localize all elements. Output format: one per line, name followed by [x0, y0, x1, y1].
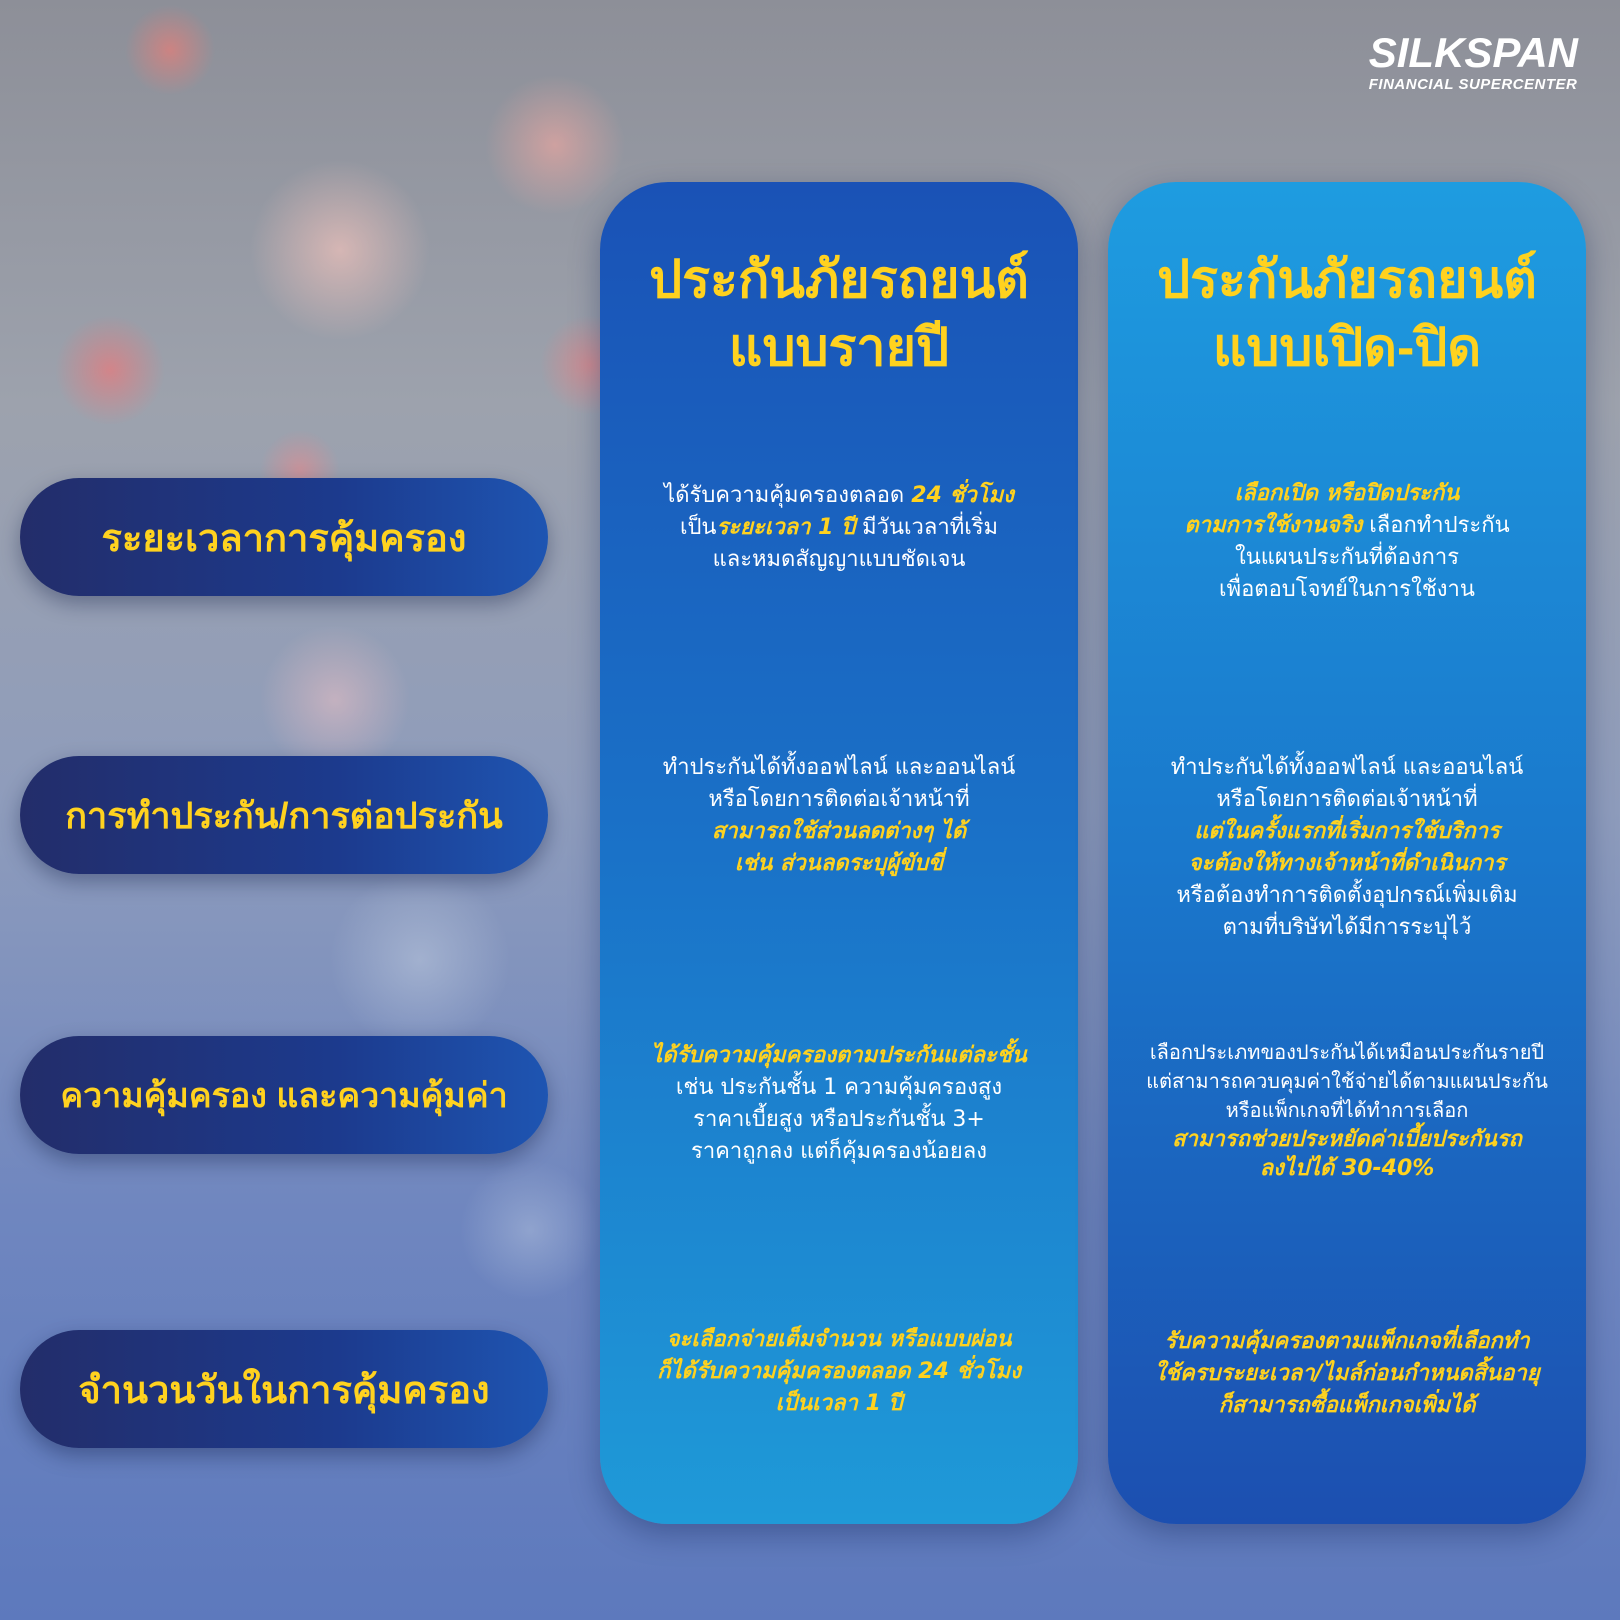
- logo-tagline: FINANCIAL SUPERCENTER: [1368, 76, 1578, 93]
- text-line: เพื่อตอบโจทย์ในการใช้งาน: [1219, 577, 1475, 602]
- row-label-coverage-days: จำนวนวันในการคุ้มครอง: [20, 1330, 548, 1448]
- text-line: ทำประกันได้ทั้งออฟไลน์ และออนไลน์: [1170, 755, 1524, 780]
- text-line: ได้รับความคุ้มครองตลอด: [664, 483, 912, 508]
- text-line: ทำประกันได้ทั้งออฟไลน์ และออนไลน์: [662, 755, 1016, 780]
- onoff-coverage-days-text: [1114, 1326, 1580, 1422]
- text-line: หรือโดยการติดต่อเจ้าหน้าที่: [1216, 787, 1478, 812]
- highlight-text: เป็นเวลา 1 ปี: [775, 1391, 903, 1416]
- text-line: และหมดสัญญาแบบชัดเจน: [712, 547, 966, 572]
- text-line: หรือต้องทำการติดตั้งอุปกรณ์เพิ่มเติม: [1176, 883, 1518, 908]
- highlight-text: ก็ได้รับความคุ้มครองตลอด 24 ชั่วโมง: [657, 1359, 1021, 1384]
- row-label-coverage-value: ความคุ้มครอง และความคุ้มค่า: [20, 1036, 548, 1154]
- highlight-text: ระยะเวลา 1 ปี: [716, 515, 856, 540]
- text-line: เลือกประเภทของประกันได้เหมือนประกันรายปี: [1149, 1040, 1545, 1064]
- highlight-text: สามารถช่วยประหยัดค่าเบี้ยประกันรถ: [1172, 1127, 1522, 1152]
- row-label-purchase-renewal: การทำประกัน/การต่อประกัน: [20, 756, 548, 874]
- column-title-line1: ประกันภัยรถยนต์: [649, 251, 1029, 309]
- text-line: ราคาเบี้ยสูง หรือประกันชั้น 3+: [693, 1107, 985, 1132]
- onoff-purchase-renewal-text: [1122, 752, 1572, 944]
- text-line: แต่สามารถควบคุมค่าใช้จ่ายได้ตามแผนประกัน: [1146, 1069, 1548, 1093]
- annual-coverage-value-text: [614, 1040, 1064, 1168]
- highlight-text: 24 ชั่วโมง: [911, 483, 1014, 508]
- highlight-text: ก็สามารถซื้อแพ็กเกจเพิ่มได้: [1218, 1393, 1476, 1418]
- highlight-text: สามารถใช้ส่วนลดต่างๆ ได้: [711, 819, 967, 844]
- column-title-onoff: [1108, 246, 1586, 382]
- column-annual-insurance: [600, 182, 1078, 1524]
- column-title-line1: ประกันภัยรถยนต์: [1157, 251, 1537, 309]
- silkspan-logo: [1368, 29, 1578, 93]
- text-line: ในแผนประกันที่ต้องการ: [1234, 545, 1460, 570]
- highlight-text: แต่ในครั้งแรกที่เริ่มการใช้บริการ: [1194, 819, 1500, 844]
- column-title-annual: [600, 246, 1078, 382]
- annual-coverage-period-text: [614, 480, 1064, 576]
- text-line: ราคาถูกลง แต่ก็คุ้มครองน้อยลง: [691, 1139, 987, 1164]
- highlight-text: ได้รับความคุ้มครองตามประกันแต่ละชั้น: [651, 1043, 1027, 1068]
- text-line: เลือกทำประกัน: [1362, 513, 1510, 538]
- text-line: เช่น ประกันชั้น 1 ความคุ้มครองสูง: [675, 1075, 1003, 1100]
- onoff-coverage-period-text: [1122, 478, 1572, 606]
- highlight-text: ลงไปได้ 30-40%: [1259, 1156, 1435, 1181]
- highlight-text: เลือกเปิด หรือปิดประกัน: [1234, 481, 1460, 506]
- highlight-text: ตามการใช้งานจริง: [1184, 513, 1363, 538]
- onoff-coverage-value-text: [1114, 1038, 1580, 1183]
- annual-coverage-days-text: [614, 1324, 1064, 1420]
- logo-brand: SILKSPAN: [1368, 29, 1578, 76]
- text-line: เป็น: [679, 515, 717, 540]
- annual-purchase-renewal-text: [614, 752, 1064, 880]
- highlight-text: ใช้ครบระยะเวลา/ไมล์ก่อนกำหนดสิ้นอายุ: [1154, 1361, 1540, 1386]
- text-line: ตามที่บริษัทได้มีการระบุไว้: [1222, 915, 1472, 940]
- column-title-line2: แบบเปิด-ปิด: [1212, 319, 1482, 377]
- highlight-text: จะต้องให้ทางเจ้าหน้าที่ดำเนินการ: [1188, 851, 1506, 876]
- highlight-text: เช่น ส่วนลดระบุผู้ขับขี่: [734, 851, 944, 876]
- text-line: หรือแพ็กเกจที่ได้ทำการเลือก: [1225, 1098, 1469, 1122]
- highlight-text: จะเลือกจ่ายเต็มจำนวน หรือแบบผ่อน: [666, 1327, 1012, 1352]
- text-line: มีวันเวลาที่เริ่ม: [855, 515, 999, 540]
- highlight-text: รับความคุ้มครองตามแพ็กเกจที่เลือกทำ: [1164, 1329, 1530, 1354]
- row-label-coverage-period: ระยะเวลาการคุ้มครอง: [20, 478, 548, 596]
- text-line: หรือโดยการติดต่อเจ้าหน้าที่: [708, 787, 970, 812]
- column-onoff-insurance: [1108, 182, 1586, 1524]
- column-title-line2: แบบรายปี: [728, 319, 950, 377]
